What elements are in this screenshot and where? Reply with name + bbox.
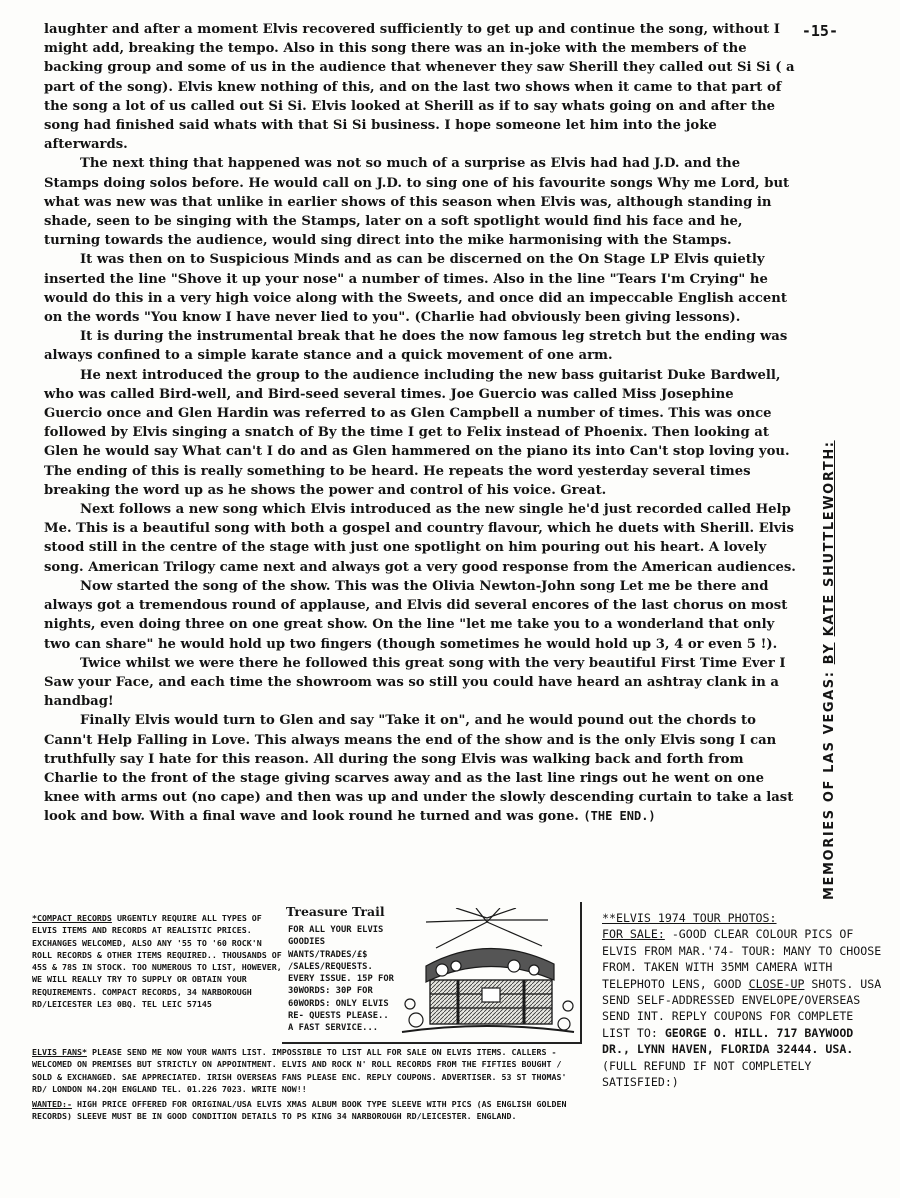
series-title: MEMORIES OF LAS VEGAS:: [822, 670, 837, 900]
wanted-ad: [32, 1098, 572, 1123]
paragraph: He next introduced the group to the audience including the new bass guitarist Duke Bardwell, who was called Bird-well, and Bird-seed several times. Joe Guercio was called Miss Josephine Guercio once and Glen Hardin was referred to as Glen Campbell a number of times. This was once followed by Elvis singing a snatch of By the time I get to Felix instead of Phoenix. Then looking at Glen he would say What can't I do and as Glen hammered on the piano its into Can't stop loving you. The ending of this is really something to be heard. He repeats the word yesterday several times breaking the word up as he shows the power and control of his voice. Great.: [44, 367, 790, 498]
ad-heading: *COMPACT RECORDS: [32, 913, 112, 923]
photos-title: **ELVIS 1974 TOUR PHOTOS:: [602, 911, 777, 925]
the-end-mark: (THE END.): [583, 809, 656, 824]
page-number: -15-: [801, 22, 838, 40]
paragraph: It was then on to Suspicious Minds and as can be discerned on the On Stage LP Elvis quietly inserted the line "Shove it up your nose" a number of times. Also in the line "Tears I'm Crying" he would do this in a very high voice along with the Sweets, and once did an impeccable English accent on the words "You know I have never lied to you". (Charlie had obviously been giving lessons).: [44, 252, 787, 326]
paragraph: Now started the song of the show. This was the Olivia Newton-John song Let me be there and always got a tremendous round of applause, and Elvis did several encores of the last chorus on most nights, even doing three on one great show. On the line "let me take you to a wonderland that only two can share" he would hold up two fingers (though sometimes he would hold up 3, 4 or even 5 !).: [44, 578, 788, 652]
photos-refund: (FULL REFUND IF NOT COMPLETELY SATISFIED:): [602, 1058, 812, 1090]
for-sale-label: FOR SALE:: [602, 927, 665, 942]
ad-heading: ELVIS FANS*: [32, 1047, 87, 1057]
treasure-chest-icon: [396, 908, 578, 1038]
compact-records-ad: [32, 912, 284, 1010]
paragraph: The next thing that happened was not so much of a surprise as Elvis had had J.D. and the Stamps doing solos before. He would call on J.D. to sing one of his favourite songs Why me Lord, but what was new was that unlike in earlier shows of this season when Elvis was, although standing in shade, seen to be singing with the Stamps, later on a soft spotlight would find his face and he, turning towards the audience, would sing direct into the mike harmonising with the Stamps.: [44, 156, 790, 249]
ad-heading: WANTED:-: [32, 1099, 72, 1109]
paragraph-final: [44, 711, 796, 826]
tour-photos-ad: [602, 910, 882, 1090]
paragraph: Next follows a new song which Elvis introduced as the new single he'd just recorded called Help Me. This is a beautiful song with both a gospel and country flavour, which he duets with Sherill. Elvis stood still in the centre of the stage with just one spotlight on him pouring out his heart. A lovely song. American Trilogy came next and always got a very good response from the American audiences.: [44, 502, 796, 575]
treasure-trail-box: [282, 902, 582, 1044]
elvis-fans-ad: [32, 1046, 572, 1095]
classified-ads: [30, 902, 880, 1162]
side-credit: [822, 440, 837, 900]
byline-author: KATE SHUTTLEWORTH:: [822, 440, 837, 637]
paragraph: Twice whilst we were there he followed this great song with the very beautiful First Time Ever I Saw your Face, and each time the showroom was so still you could have heard an ashtray clank in a handbag!: [44, 655, 786, 710]
close-up-label: CLOSE-UP: [748, 976, 805, 991]
treasure-trail-text: FOR ALL YOUR ELVIS GOODIES WANTS/TRADES/£$ /SALES/REQUESTS. EVERY ISSUE. 15P FOR 30WORDS: 30P FOR 60WORDS: ONLY ELVIS RE- QUESTS PLEASE.. A FAST SERVICE...: [288, 925, 394, 1034]
article-body: [44, 20, 796, 827]
paragraph-text: Finally Elvis would turn to Glen and say "Take it on", and he would pound out the chords to Cann't Help Falling in Love. This always means the end of the show and is the only Elvis song I can truthfully say I hate for this reason. All during the song Elvis was walking back and forth from Charlie to the front of the stage giving scarves away and as the last line rings out he went on one knee with arms out (no cape) and then was up and under the slowly descending curtain to take a last look and bow. With a final wave and look round he turned and was gone.: [44, 713, 794, 825]
photos-text: -GOOD CLEAR COLOUR PICS OF ELVIS FROM MAR.'74- TOUR: MANY TO CHOOSE FROM. TAKEN WITH 35MM CAMERA WITH TELEPHOTO LENS, GOOD: [602, 927, 882, 991]
treasure-trail-title: Treasure Trail: [286, 904, 385, 919]
photos-text: SHOTS. USA SEND SELF-ADDRESSED ENVELOPE/OVERSEAS SEND INT. REPLY COUPONS FOR COMPLETE LIST TO:: [602, 976, 882, 1040]
byline-by: BY: [822, 642, 837, 665]
ad-text: URGENTLY REQUIRE ALL TYPES OF ELVIS ITEMS AND RECORDS AT REALISTIC PRICES. EXCHANGES WELCOMED, ALSO ANY '55 TO '60 ROCK'N ROLL RECORDS & OTHER ITEMS REQUIRED.. THOUSANDS OF 45S & 78S IN STOCK. TOO NUMEROUS TO LIST, HOWEVER, WE WILL REALLY TRY TO SUPPLY OR OBTAIN YOUR REQUIREMENTS. COMPACT RECORDS, 34 NARBOROUGH RD/LEICESTER LE3 0BQ. TEL LEIC 57145: [32, 913, 282, 1010]
paragraph: laughter and after a moment Elvis recovered sufficiently to get up and continue the song, without I might add, breaking the tempo. Also in this song there was an in-joke with the members of the backing group and some of us in the audience that whenever they saw Sherill they called out Si Si ( a part of the song). Elvis knew nothing of this, and on the last two shows when it came to that part of the song a lot of us called out Si Si. Elvis looked at Sherill as if to say whats going on and after the song had finished said whats with that Si Si business. I hope someone let him into the joke afterwards.: [44, 22, 795, 153]
ad-text: HIGH PRICE OFFERED FOR ORIGINAL/USA ELVIS XMAS ALBUM BOOK TYPE SLEEVE WITH PICS (AS ENGLISH GOLDEN RECORDS) SLEEVE MUST BE IN GOOD CONDITION DETAILS TO PS KING 34 NARBOROUGH RD/LEICESTER. ENGLAND.: [32, 1099, 567, 1122]
photos-address: GEORGE O. HILL. 717 BAYWOOD DR., LYNN HAVEN, FLORIDA 32444. USA.: [602, 1025, 854, 1057]
paragraph: It is during the instrumental break that he does the now famous leg stretch but the ending was always confined to a simple karate stance and a quick movement of one arm.: [44, 329, 788, 364]
ad-text: PLEASE SEND ME NOW YOUR WANTS LIST. IMPOSSIBLE TO LIST ALL FOR SALE ON ELVIS ITEMS. CALLERS - WELCOMED ON PREMISES BUT STRICTLY ON APPOINTMENT. ELVIS AND ROCK N' ROLL RECORDS FROM THE FIFTIES BOUGHT / SOLD & EXCHANGED. SAE APPRECIATED. IRISH OVERSEAS FANS PLEASE ENC. REPLY COUPONS. ADVERTISER. 53 ST THOMAS' RD/ LONDON N4.2QH ENGLAND TEL. 01.226 7023. WRITE NOW!!: [32, 1047, 567, 1094]
